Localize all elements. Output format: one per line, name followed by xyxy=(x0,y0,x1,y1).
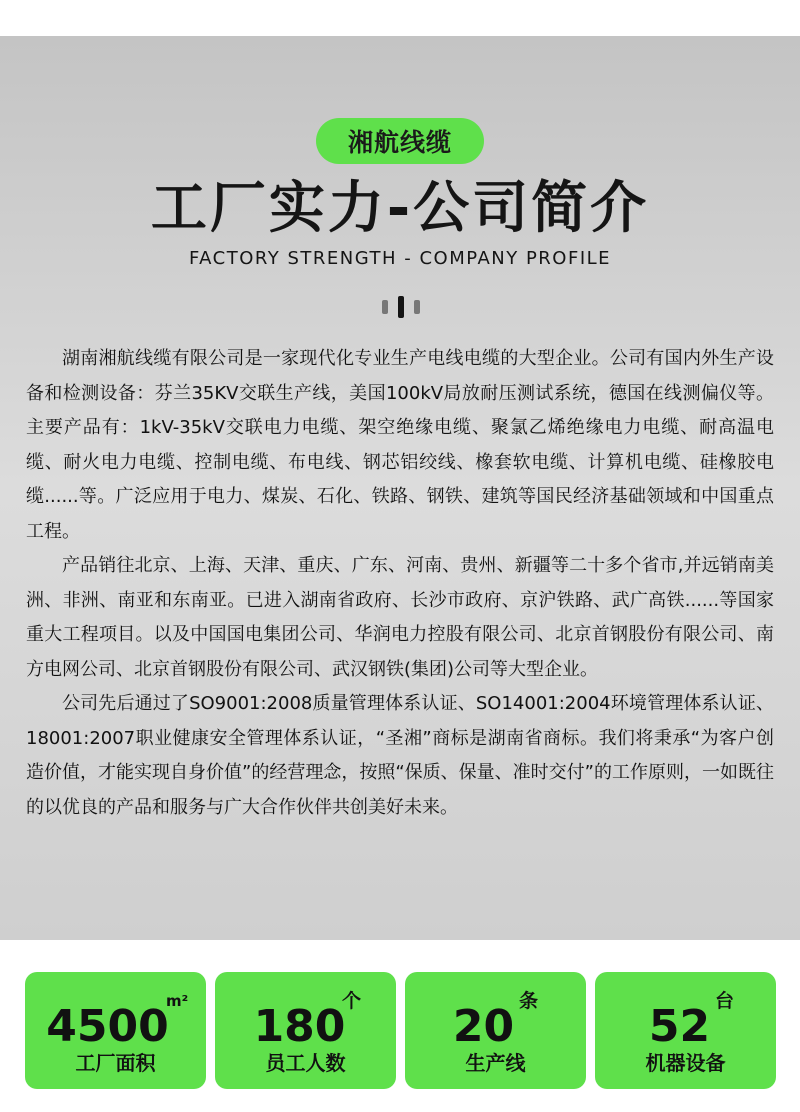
stat-value: 20 xyxy=(452,1001,515,1052)
paragraph-markets: 产品销往北京、上海、天津、重庆、广东、河南、贵州、新疆等二十多个省市,并远销南美洲、非洲、南亚和东南亚。已进入湖南省政府、长沙市政府、京沪铁路、武广高铁......等国家重大工程项目。以及中国国电集团公司、华润电力控股有限公司、北京首钢股份有限公司、南方电网公司、北京首钢股份有限公司、武汉钢铁(集团)公司等大型企业。 xyxy=(26,555,774,680)
stat-unit: m² xyxy=(166,992,189,1010)
stat-card-production-lines xyxy=(405,972,586,1089)
stat-label: 员工人数 xyxy=(265,1051,346,1075)
stat-label: 生产线 xyxy=(465,1051,526,1075)
page-title: 工厂实力-公司简介 xyxy=(150,176,650,241)
paragraph-certifications: 公司先后通过了SO9001:2008质量管理体系认证、SO14001:2004环境管理体系认证、18001:2007职业健康安全管理体系认证，“圣湘”商标是湖南省商标。我们将秉承“为客户创造价值，才能实现自身价值”的经营理念，按照“保质、保量、准时交付”的工作原则，一如既往的以优良的产品和服务与广大合作伙伴共创美好未来。 xyxy=(26,693,774,818)
stat-card-factory-area xyxy=(25,972,206,1089)
brand-pill xyxy=(316,118,484,164)
stat-label: 机器设备 xyxy=(645,1051,726,1075)
stat-card-employees xyxy=(215,972,396,1089)
stat-unit: 条 xyxy=(519,990,539,1012)
brand-pill-label: 湘航线缆 xyxy=(347,128,452,157)
divider-bar-middle xyxy=(398,296,404,318)
company-description xyxy=(26,342,774,825)
divider-bar-left xyxy=(382,300,388,314)
stat-value: 52 xyxy=(648,1001,711,1052)
paragraph-intro: 湖南湘航线缆有限公司是一家现代化专业生产电线电缆的大型企业。公司有国内外生产设备和检测设备：芬兰35KV交联生产线，美国100kV局放耐压测试系统，德国在线测偏仪等。主要产品有：1kV-35kV交联电力电缆、架空绝缘电缆、聚氯乙烯绝缘电力电缆、耐高温电缆、耐火电力电缆、控制电缆、布电线、钢芯铝绞线、橡套软电缆、计算机电缆、硅橡胶电缆......等。广泛应用于电力、煤炭、石化、铁路、钢铁、建筑等国民经济基础领域和中国重点工程。 xyxy=(26,348,774,542)
page-subtitle: FACTORY STRENGTH - COMPANY PROFILE xyxy=(188,248,612,269)
top-white-strip xyxy=(0,0,800,36)
stat-label: 工厂面积 xyxy=(75,1051,156,1075)
section-divider xyxy=(378,296,424,318)
stat-card-machines xyxy=(595,972,776,1089)
stats-row xyxy=(25,972,776,1089)
stat-unit: 台 xyxy=(715,990,735,1012)
stat-value: 4500 xyxy=(46,1001,169,1052)
stat-unit: 个 xyxy=(342,990,362,1012)
stat-value: 180 xyxy=(253,1001,346,1052)
divider-bar-right xyxy=(414,300,420,314)
